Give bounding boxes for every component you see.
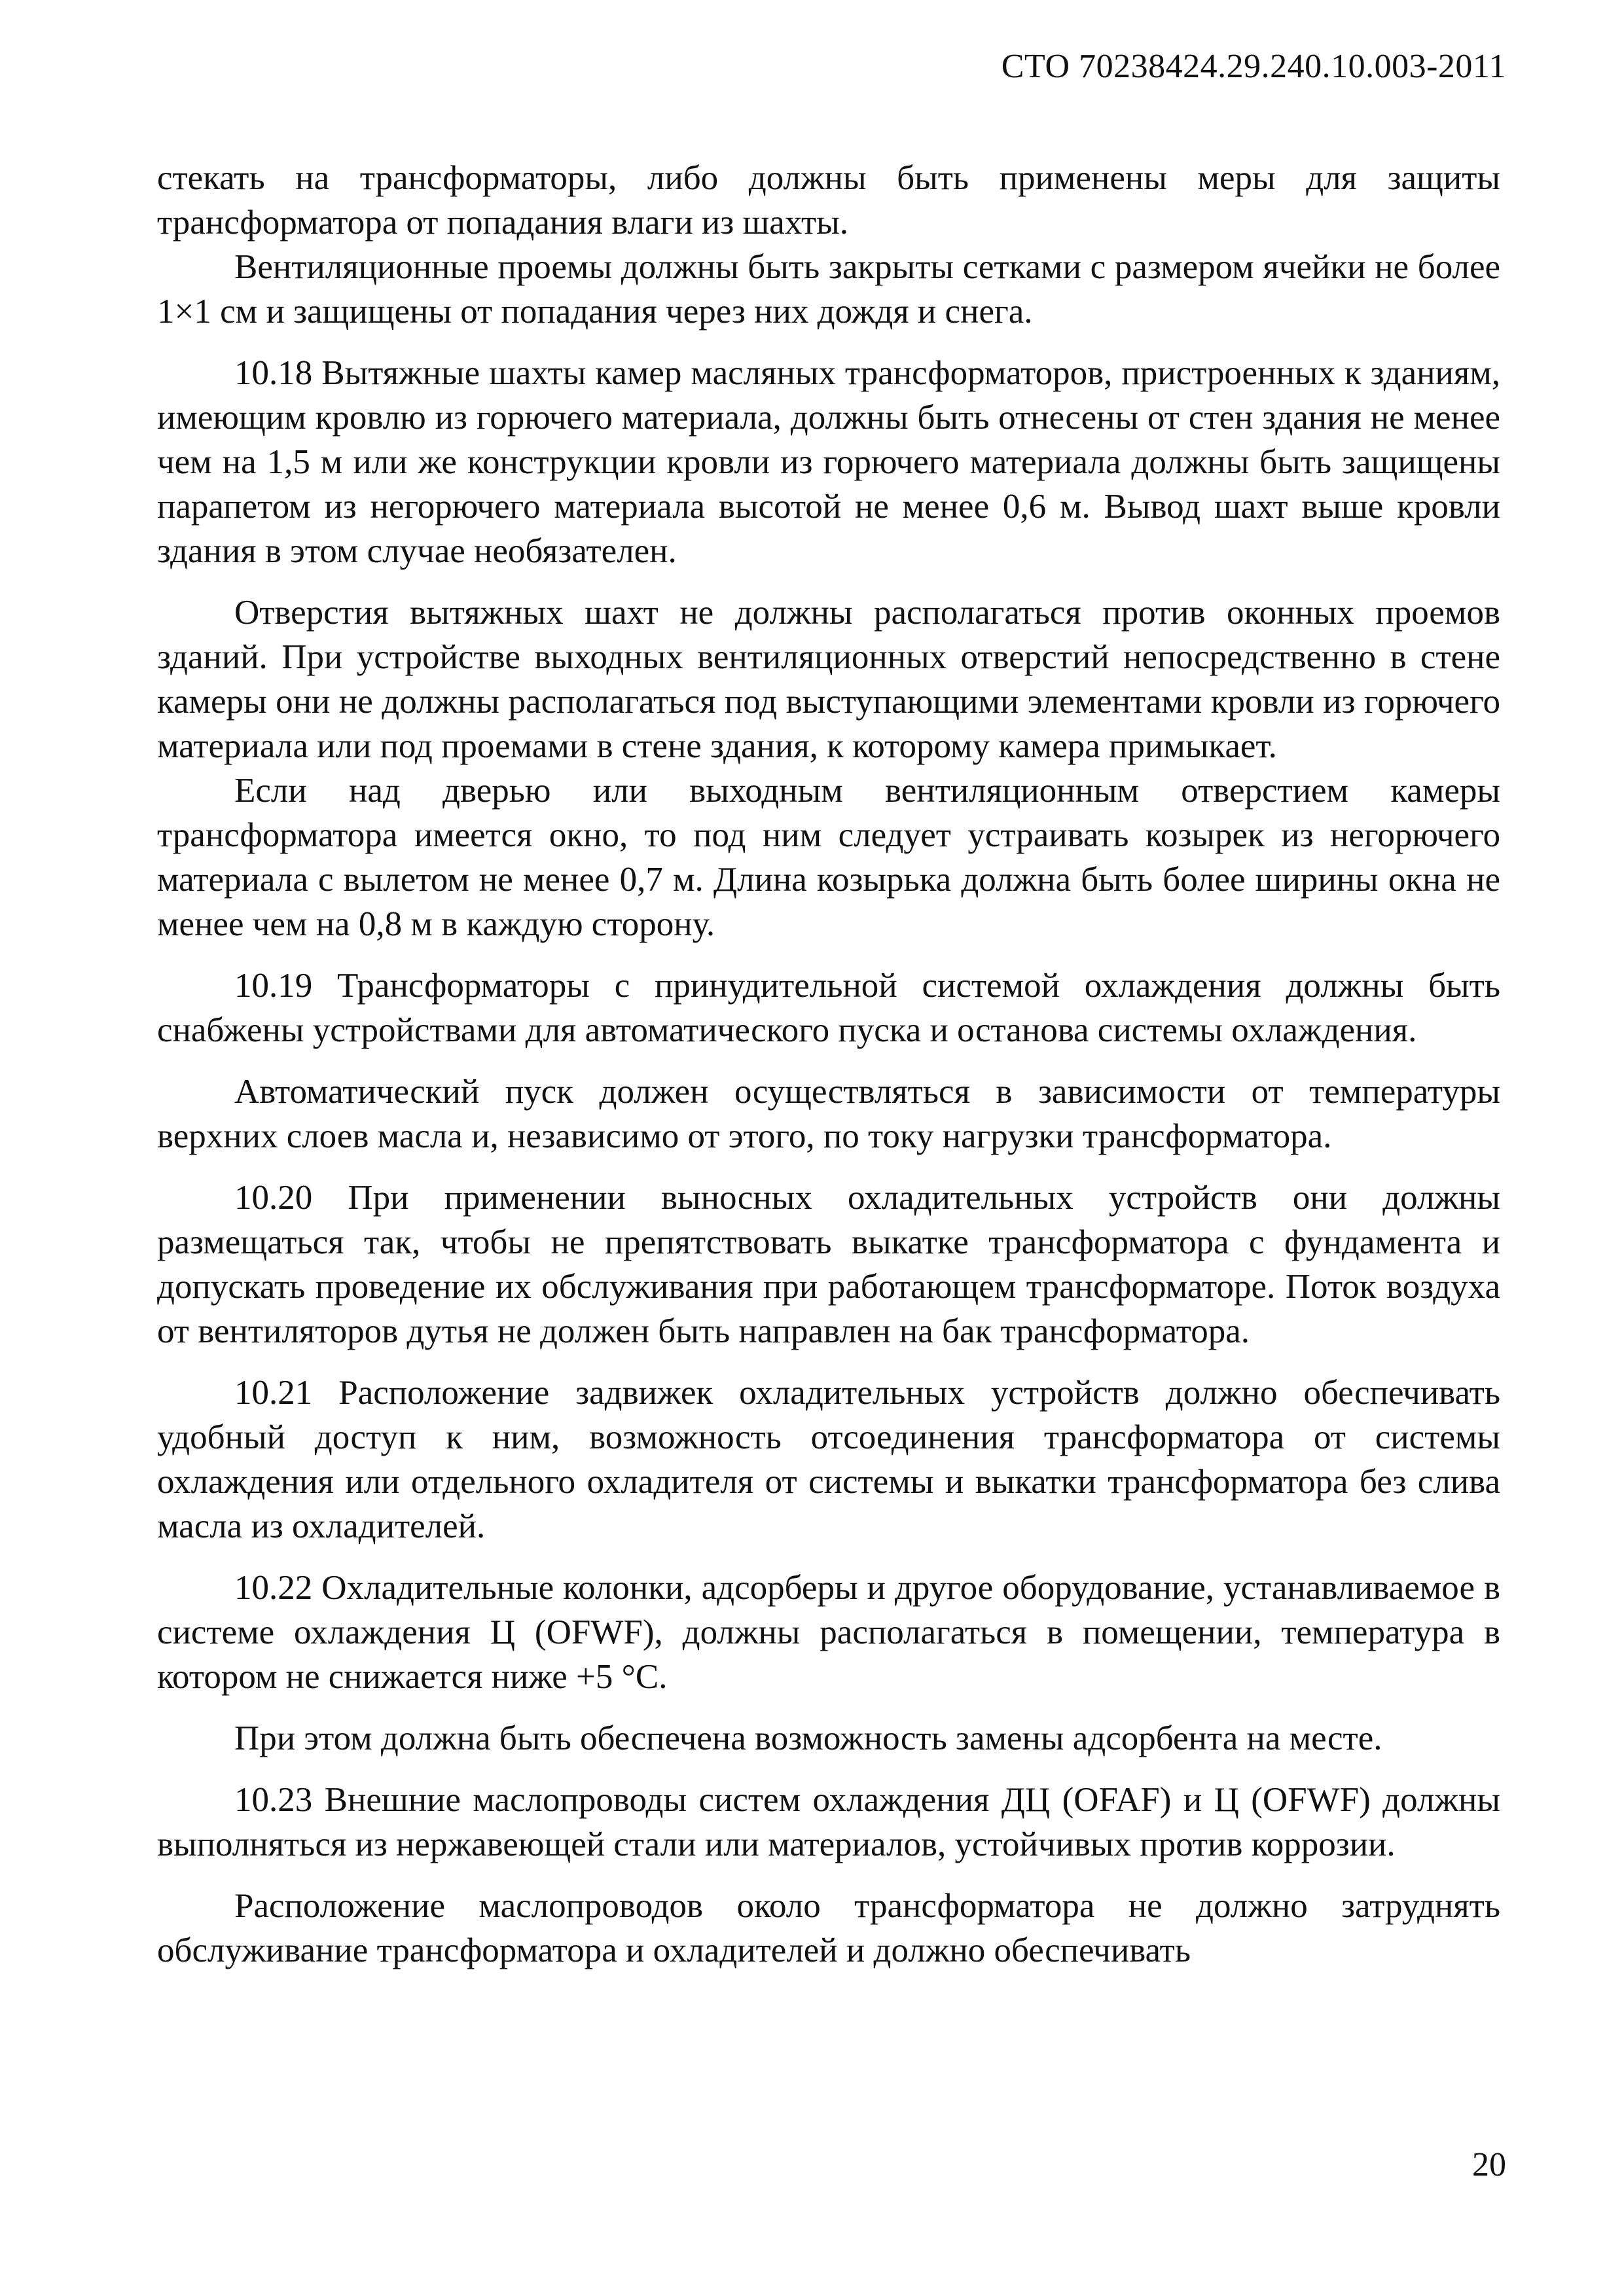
paragraph-shaft-openings: Отверстия вытяжных шахт не должны располагаться против оконных проемов зданий. При устройстве выходных вентиляционных отверстий непосредственно в стене камеры они не должны располагаться под выступающими элементами кровли из горючего материала или под проемами в стене здания, к которому камера примыкает. — [157, 594, 1500, 765]
page-number: 20 — [1472, 2146, 1506, 2183]
paragraph-adsorbent-replacement: При этом должна быть обеспечена возможность замены адсорбента на месте. — [234, 1719, 1382, 1757]
paragraph-automatic-start: Автоматический пуск должен осуществляться в зависимости от температуры верхних слоев масла и, независимо от этого, по току нагрузки трансформатора. — [157, 1073, 1500, 1155]
paragraph-clause-10-23: 10.23 Внешние маслопроводы систем охлаждения ДЦ (OFAF) и Ц (OFWF) должны выполняться из нержавеющей стали или материалов, устойчивых против коррозии. — [157, 1781, 1500, 1863]
paragraph-ventilation-openings: Вентиляционные проемы должны быть закрыты сетками с размером ячейки не более 1×1 см и защищены от попадания через них дождя и снега. — [157, 248, 1500, 331]
paragraph-continuation: стекать на трансформаторы, либо должны быть применены меры для защиты трансформатора от попадания влаги из шахты. — [157, 159, 1500, 242]
paragraph-clause-10-22: 10.22 Охладительные колонки, адсорберы и другое оборудование, устанавливаемое в системе охлаждения Ц (OFWF), должны располагаться в помещении, температура в котором не снижается ниже +5 °С. — [157, 1569, 1500, 1696]
document-body — [157, 156, 1500, 1973]
paragraph-oil-pipelines: Расположение маслопроводов около трансформатора не должно затруднять обслуживание трансформатора и охладителей и должно обеспечивать — [157, 1887, 1500, 1969]
standard-number-header: СТО 70238424.29.240.10.003-2011 — [1001, 48, 1506, 85]
paragraph-clause-10-19: 10.19 Трансформаторы с принудительной системой охлаждения должны быть снабжены устройствами для автоматического пуска и останова системы охлаждения. — [157, 967, 1500, 1049]
paragraph-window-canopy: Если над дверью или выходным вентиляционным отверстием камеры трансформатора имеется окно, то под ним следует устраивать козырек из негорючего материала с вылетом не менее 0,7 м. Длина козырька должна быть более ширины окна не менее чем на 0,8 м в каждую сторону. — [157, 772, 1500, 943]
paragraph-clause-10-20: 10.20 При применении выносных охладительных устройств они должны размещаться так, чтобы не препятствовать выкатке трансформатора с фундамента и допускать проведение их обслуживания при работающем трансформаторе. Поток воздуха от вентиляторов дутья не должен быть направлен на бак трансформатора. — [157, 1179, 1500, 1350]
paragraph-clause-10-21: 10.21 Расположение задвижек охладительных устройств должно обеспечивать удобный доступ к ним, возможность отсоединения трансформатора от системы охлаждения или отдельного охладителя от системы и выкатки трансформатора без слива масла из охладителей. — [157, 1374, 1500, 1545]
paragraph-clause-10-18: 10.18 Вытяжные шахты камер масляных трансформаторов, пристроенных к зданиям, имеющим кровлю из горючего материала, должны быть отнесены от стен здания не менее чем на 1,5 м или же конструкции кровли из горючего материала должны быть защищены парапетом из негорючего материала высотой не менее 0,6 м. Вывод шахт выше кровли здания в этом случае необязателен. — [157, 354, 1500, 570]
